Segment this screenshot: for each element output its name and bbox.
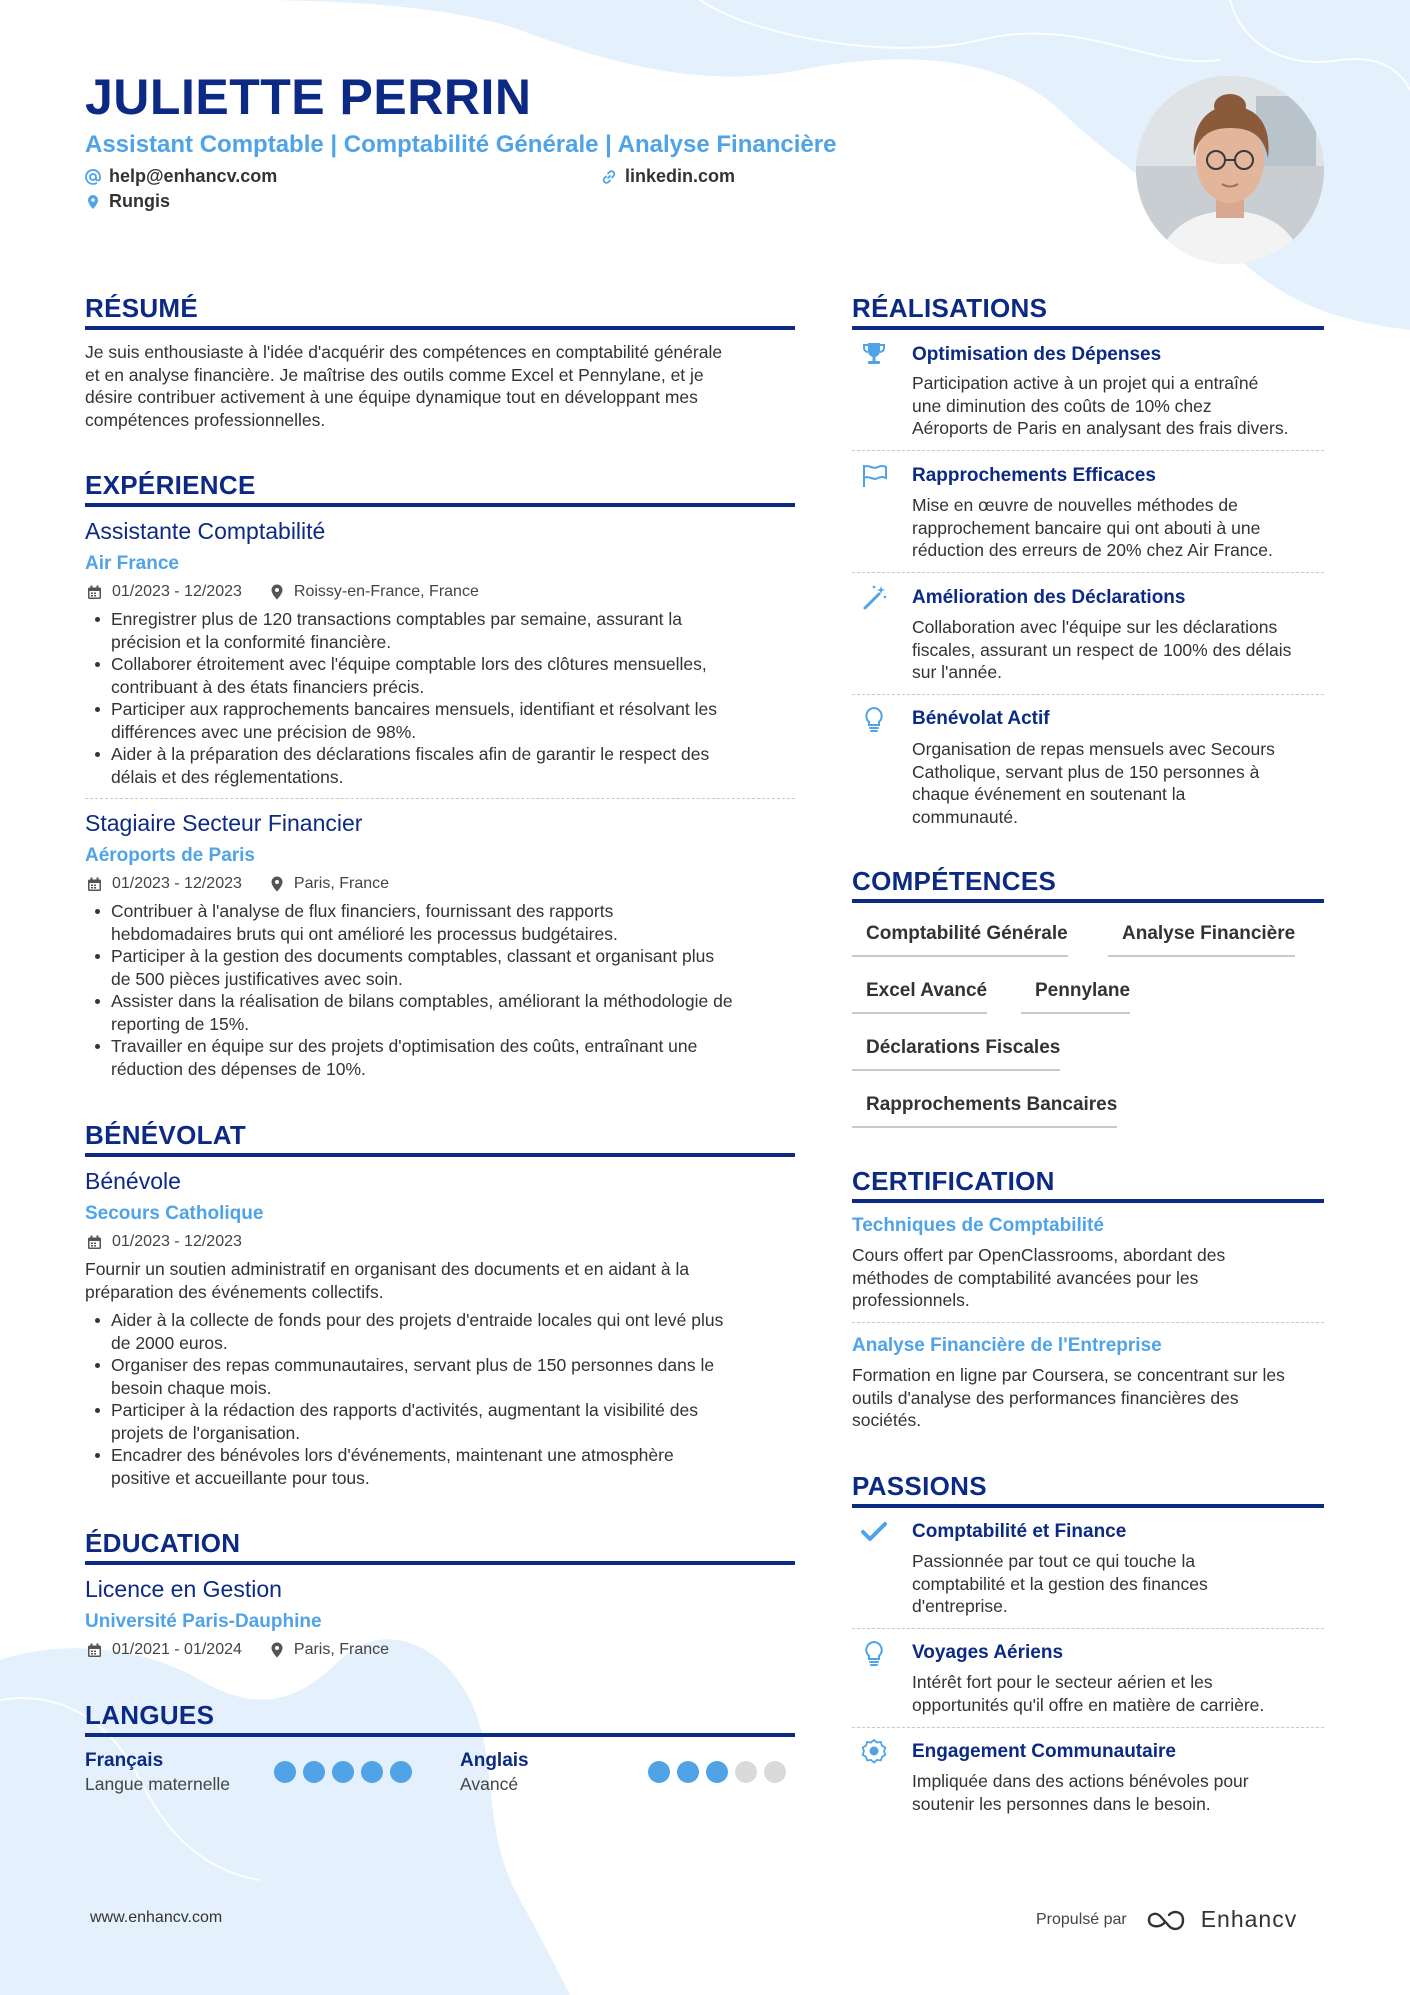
volunteer-org: Secours Catholique <box>85 1203 264 1224</box>
passion-title: Engagement Communautaire <box>912 1741 1176 1762</box>
certification-title: Techniques de Comptabilité <box>852 1215 1104 1236</box>
job-dates: 01/2023 - 12/2023 <box>112 583 242 600</box>
flag-icon <box>860 462 888 490</box>
achievement-description: Organisation de repas mensuels avec Secours Catholique, servant plus de 150 personnes à chaque événement en soutenant la communauté. <box>912 739 1275 827</box>
headline: Assistant Comptable | Comptabilité Générale | Analyse Financière <box>85 131 837 158</box>
rating-dot-filled <box>303 1761 325 1783</box>
rating-dot-filled <box>361 1761 383 1783</box>
language-name: Français <box>85 1750 164 1771</box>
section-rule <box>852 1199 1324 1203</box>
achievement-description: Participation active à un projet qui a entraîné une diminution des coûts de 10% chez Aéroports de Paris en analysant des frais divers. <box>912 373 1289 438</box>
email-text[interactable]: help@enhancv.com <box>109 166 278 186</box>
skill-tag: Déclarations Fiscales <box>852 1037 1060 1071</box>
enhancv-logo-icon <box>1145 1908 1191 1932</box>
location-pin-icon <box>85 194 101 210</box>
language-level: Langue maternelle <box>85 1774 230 1794</box>
achievement-title: Rapprochements Efficaces <box>912 465 1156 486</box>
resume-line: compétences professionnelles. <box>85 409 326 430</box>
list-item: Travailler en équipe sur des projets d'optimisation des coûts, entraînant une réduction des dépenses de 10%. <box>85 1035 805 1080</box>
achievement-title: Optimisation des Dépenses <box>912 344 1162 365</box>
divider <box>852 694 1324 695</box>
resume-summary <box>85 341 805 431</box>
section-rule <box>85 1153 795 1157</box>
list-item: Aider à la préparation des déclarations fiscales afin de garantir le respect des délais et des réglementations. <box>85 743 805 788</box>
job-location: Roissy-en-France, France <box>293 583 479 600</box>
section-rule <box>85 503 795 507</box>
skill-tag: Excel Avancé <box>852 980 987 1014</box>
achievement-title: Bénévolat Actif <box>912 708 1050 729</box>
certification-title: Analyse Financière de l'Entreprise <box>852 1335 1162 1356</box>
section-rule <box>85 1561 795 1565</box>
list-item: Organiser des repas communautaires, servant plus de 150 personnes dans le besoin chaque mois. <box>85 1354 805 1399</box>
footer-branding <box>1036 1906 1297 1933</box>
list-item: Participer à la rédaction des rapports d'activités, augmentant la visibilité des projets de l'organisation. <box>85 1399 805 1444</box>
section-title-volunteer: BÉNÉVOLAT <box>85 1120 247 1150</box>
linkedin-contact[interactable] <box>601 166 735 187</box>
volunteer-meta <box>87 1233 242 1251</box>
calendar-icon <box>87 1235 102 1250</box>
job-meta <box>87 583 479 601</box>
passion-description: Impliquée dans des actions bénévoles pour soutenir les personnes dans le besoin. <box>912 1771 1249 1814</box>
skill-tag: Pennylane <box>1021 980 1130 1014</box>
volunteer-intro: Fournir un soutien administratif en organisant des documents et en aidant à la préparation des événements collectifs. <box>85 1259 690 1302</box>
certification-description: Cours offert par OpenClassrooms, abordant des méthodes de comptabilité avancées pour les professionnels. <box>852 1245 1226 1310</box>
section-rule <box>85 326 795 330</box>
location-pin-icon <box>270 584 284 600</box>
section-rule <box>852 1504 1324 1508</box>
brand-logo[interactable] <box>1145 1906 1298 1933</box>
powered-by-label: Propulsé par <box>1036 1910 1127 1928</box>
skill-tag: Rapprochements Bancaires <box>852 1094 1117 1128</box>
footer-website[interactable]: www.enhancv.com <box>90 1909 223 1926</box>
section-rule <box>852 326 1324 330</box>
achievement-description: Mise en œuvre de nouvelles méthodes de rapprochement bancaire qui ont abouti à une réduction des erreurs de 20% chez Air France. <box>912 495 1273 560</box>
location-pin-icon <box>270 876 284 892</box>
job-dates: 01/2023 - 12/2023 <box>112 875 242 892</box>
job-bullets <box>85 608 805 788</box>
section-title-languages: LANGUES <box>85 1700 215 1730</box>
list-item: Collaborer étroitement avec l'équipe comptable lors des clôtures mensuelles, contribuant à des états financiers précis. <box>85 653 805 698</box>
rating-dot-filled <box>648 1761 670 1783</box>
passion-title: Voyages Aériens <box>912 1642 1064 1663</box>
section-title-experience: EXPÉRIENCE <box>85 470 256 500</box>
skill-tag: Comptabilité Générale <box>852 923 1068 957</box>
magic-wand-icon <box>860 584 888 612</box>
passion-description: Passionnée par tout ce qui touche la comptabilité et la gestion des finances d'entreprise. <box>912 1551 1208 1616</box>
list-item: Enregistrer plus de 120 transactions comptables par semaine, assurant la précision et la conformité financière. <box>85 608 805 653</box>
trophy-icon <box>860 340 888 368</box>
job-title: Assistante Comptabilité <box>85 518 326 544</box>
passion-title: Comptabilité et Finance <box>912 1521 1127 1542</box>
list-item: Encadrer des bénévoles lors d'événements, maintenant une atmosphère positive et accueillante pour tous. <box>85 1444 805 1489</box>
divider <box>852 1727 1324 1728</box>
achievement-description: Collaboration avec l'équipe sur les déclarations fiscales, assurant un respect de 100% des délais sur l'année. <box>912 617 1292 682</box>
list-item: Aider à la collecte de fonds pour des projets d'entraide locales qui ont levé plus de 2000 euros. <box>85 1309 805 1354</box>
volunteer-role: Bénévole <box>85 1168 181 1194</box>
rating-dot-filled <box>274 1761 296 1783</box>
job-meta <box>87 875 389 893</box>
link-icon <box>601 169 617 185</box>
job-location: Paris, France <box>293 875 390 892</box>
resume-line: désire contribuer activement à une équipe dynamique tout en développant mes <box>85 387 698 407</box>
profile-photo <box>1136 76 1324 264</box>
resume-line: Je suis enthousiaste à l'idée d'acquérir des compétences en comptabilité générale <box>85 342 723 362</box>
education-meta <box>87 1641 389 1659</box>
award-icon <box>860 1738 888 1766</box>
divider <box>852 450 1324 451</box>
degree: Licence en Gestion <box>85 1576 282 1602</box>
divider <box>85 798 795 799</box>
linkedin-text[interactable]: linkedin.com <box>625 166 736 186</box>
email-contact[interactable] <box>85 166 277 187</box>
achievement-title: Amélioration des Déclarations <box>912 587 1186 608</box>
rating-dot-filled <box>677 1761 699 1783</box>
divider <box>852 1628 1324 1629</box>
checkmark-icon <box>860 1518 888 1546</box>
passion-description: Intérêt fort pour le secteur aérien et les opportunités qu'il offre en matière de carrière. <box>912 1672 1265 1715</box>
calendar-icon <box>87 877 102 892</box>
rating-dot-empty <box>735 1761 757 1783</box>
rating-dot-filled <box>706 1761 728 1783</box>
at-icon <box>85 169 101 185</box>
education-dates: 01/2021 - 01/2024 <box>112 1641 242 1658</box>
list-item: Assister dans la réalisation de bilans comptables, améliorant la méthodologie de reporting de 15%. <box>85 990 805 1035</box>
section-title-education: ÉDUCATION <box>85 1528 241 1558</box>
candidate-name: JULIETTE PERRIN <box>85 69 532 125</box>
section-title-passions: PASSIONS <box>852 1471 987 1501</box>
company-name: Air France <box>85 553 179 574</box>
rating-dot-filled <box>390 1761 412 1783</box>
calendar-icon <box>87 585 102 600</box>
list-item: Contribuer à l'analyse de flux financiers, fournissant des rapports hebdomadaires bruts qui ont amélioré les processus budgétaires. <box>85 900 805 945</box>
section-title-achievements: RÉALISATIONS <box>852 293 1048 323</box>
section-title-certification: CERTIFICATION <box>852 1166 1055 1196</box>
section-title-resume: RÉSUMÉ <box>85 293 199 323</box>
volunteer-bullets <box>85 1309 805 1489</box>
divider <box>852 572 1324 573</box>
company-name: Aéroports de Paris <box>85 845 255 866</box>
location-pin-icon <box>270 1642 284 1658</box>
language-rating-dots <box>648 1761 786 1783</box>
lightbulb-icon <box>860 705 888 733</box>
divider <box>852 1322 1324 1323</box>
section-title-skills: COMPÉTENCES <box>852 866 1057 896</box>
list-item: Participer aux rapprochements bancaires mensuels, identifiant et résolvant les différences avec une précision de 98%. <box>85 698 805 743</box>
school: Université Paris-Dauphine <box>85 1611 322 1632</box>
language-level: Avancé <box>460 1774 519 1794</box>
education-location: Paris, France <box>293 1641 390 1658</box>
language-name: Anglais <box>460 1750 529 1771</box>
job-bullets <box>85 900 805 1080</box>
brand-name[interactable]: Enhancv <box>1200 1906 1298 1932</box>
volunteer-dates: 01/2023 - 12/2023 <box>112 1233 242 1250</box>
language-rating-dots <box>274 1761 412 1783</box>
location-text: Rungis <box>109 191 170 211</box>
section-rule <box>85 1733 795 1737</box>
calendar-icon <box>87 1643 102 1658</box>
location-contact <box>85 191 170 212</box>
rating-dot-filled <box>332 1761 354 1783</box>
job-title: Stagiaire Secteur Financier <box>85 810 363 836</box>
section-rule <box>852 899 1324 903</box>
resume-line: et en analyse financière. Je maîtrise des outils comme Excel et Pennylane, et je <box>85 364 704 385</box>
lightbulb-icon <box>860 1639 888 1667</box>
rating-dot-empty <box>764 1761 786 1783</box>
certification-description: Formation en ligne par Coursera, se concentrant sur les outils d'analyse des performances financières des sociétés. <box>852 1365 1285 1430</box>
skill-tag: Analyse Financière <box>1108 923 1295 957</box>
list-item: Participer à la gestion des documents comptables, classant et organisant plus de 500 pièces justificatives avec soin. <box>85 945 805 990</box>
